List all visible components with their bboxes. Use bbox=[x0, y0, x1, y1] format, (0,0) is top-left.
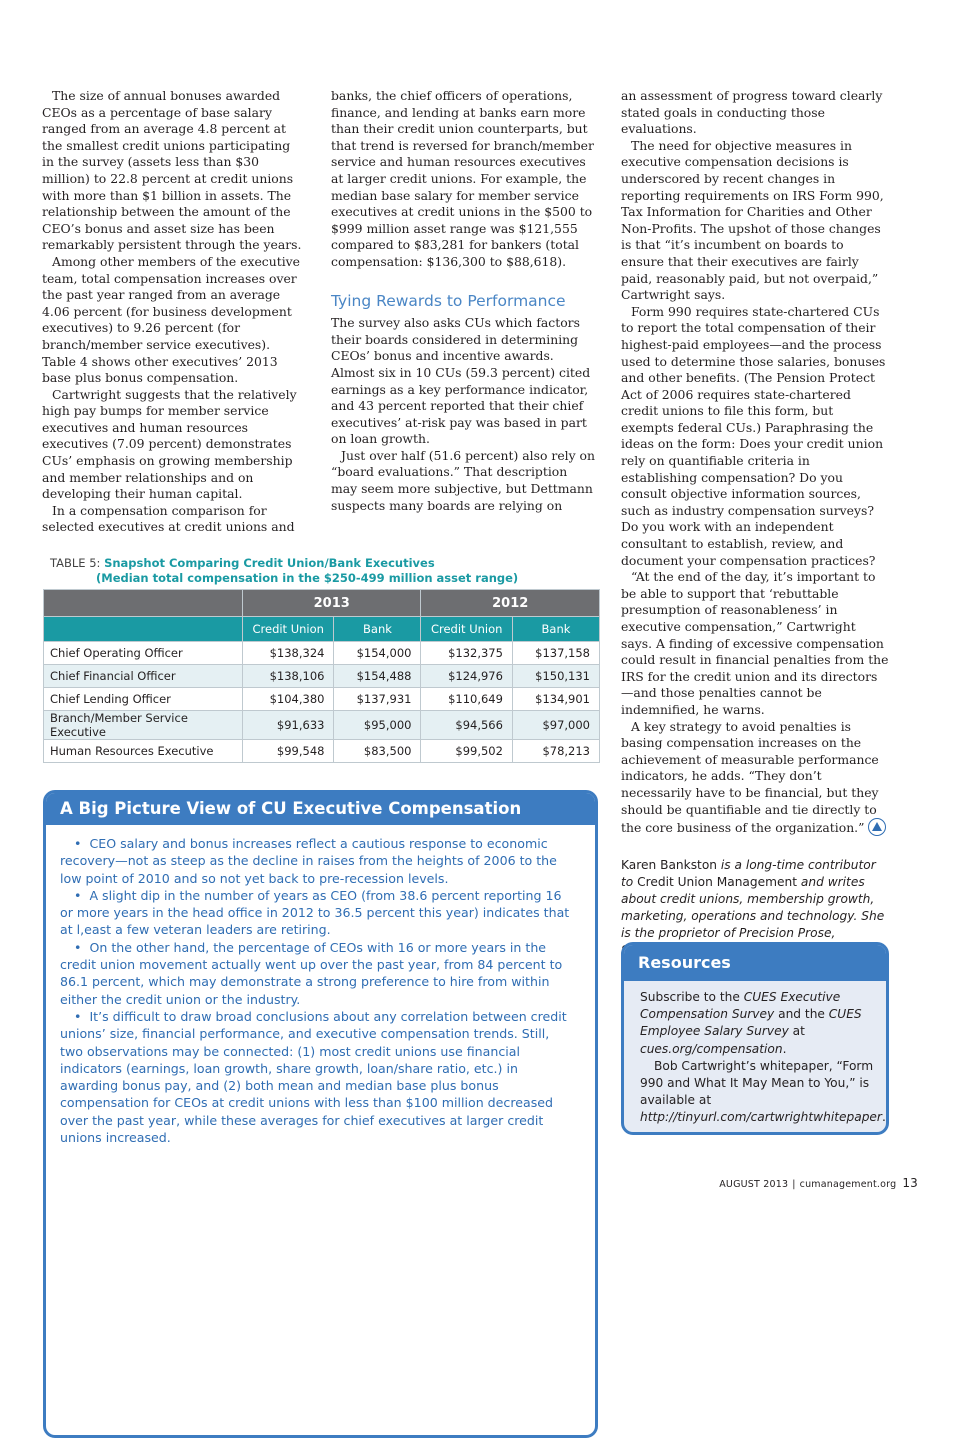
bullet-item: • CEO salary and bonus increases reflect a cautious response to economic recovery—not as steep as the decline in raises from the heights of 2006 to the low point of 2010 and so not yet back to pre-recession levels. bbox=[60, 835, 575, 887]
table-row bbox=[44, 711, 600, 740]
table-cell: $99,502 bbox=[421, 740, 512, 763]
table-subheader bbox=[44, 617, 600, 642]
bullet-item: • It’s difficult to draw broad conclusions about any correlation between credit unions’ size, financial performance, and executive compensation trends. Still, two observations may be connected: (1) most credit unions use financial indicators (earnings, loan growth, share growth, loan/share ratio, etc.) in awarding bonus pay, and (2) both mean and median base plus bonus compensation for CEOs at credit unions with less than $100 million decreased over the past year, while these averages for chief executives at larger credit unions increased. bbox=[60, 1008, 575, 1146]
bullet-item: • A slight dip in the number of years as CEO (from 38.6 percent reporting 16 or more years in the head office in 2012 to 36.5 percent this year) indicates that at l,east a few veteran leaders are retiring. bbox=[60, 887, 575, 939]
table-caption bbox=[50, 556, 518, 586]
resource-item bbox=[640, 1058, 886, 1127]
column-header: Credit Union bbox=[421, 617, 512, 642]
cu-logo-icon bbox=[868, 818, 886, 836]
text: . bbox=[782, 1041, 787, 1056]
compensation-table bbox=[43, 589, 600, 763]
paragraph: Just over half (51.6 percent) also rely on “board evaluations.” That description may seem more subjective, but Dettmann suspects many boards are relying on bbox=[331, 447, 595, 513]
section-subhead: Tying Rewards to Performance bbox=[331, 291, 566, 310]
paragraph: Form 990 requires state-chartered CUs to report the total compensation of their highest-paid employees—and the process used to determine those salaries, bonuses and other benefits. (The Pension Protect Act of 2006 requires state-chartered credit unions to file this form, but exempts federal CUs.) Paraphrasing the ideas on the form: Does your credit union rely on quantifiable criteria in establishing compensation? Do you consult objective information sources, such as industry compensation surveys? Do you work with an independent consultant to establish, review, and document your compensation practices? bbox=[621, 303, 886, 568]
bio-text: is a long-time contributor to bbox=[621, 857, 876, 889]
table-cell: $124,976 bbox=[421, 665, 512, 688]
row-label: Human Resources Executive bbox=[44, 740, 243, 763]
resource-link[interactable]: cues.org/compensation bbox=[640, 1041, 783, 1056]
article-column-1 bbox=[42, 88, 304, 536]
header-blank bbox=[44, 590, 243, 617]
table-cell: $154,488 bbox=[334, 665, 421, 688]
paragraph-text: A key strategy to avoid penalties is basing compensation increases on the achievement of measurable performance indicators, he adds. “They don’t necessarily have to be financial, but they should be quantifiable and tie directly to the core business of the organization.” bbox=[621, 718, 879, 836]
table-row bbox=[44, 642, 600, 665]
table-subtitle: (Median total compensation in the $250-499 million asset range) bbox=[96, 571, 519, 585]
table-cell: $138,324 bbox=[243, 642, 334, 665]
paragraph: Among other members of the executive team, total compensation increases over the past year ranged from an average 4.06 percent (for business development executives) to 9.26 percent (for branch/member service executives). Table 4 shows other executives’ 2013 base plus bonus compensation. bbox=[42, 253, 301, 386]
table-cell: $94,566 bbox=[421, 711, 512, 740]
paragraph: “At the end of the day, it’s important to be able to support that ‘rebuttable presumption of reasonableness’ in executive compensation,” Cartwright says. A finding of excessive compensation could result in financial penalties from the IRS for the credit union and its directors—and those penalties cannot be indemnified, he warns. bbox=[621, 569, 889, 717]
paragraph: The size of annual bonuses awarded CEOs as a percentage of base salary ranged from an average 4.8 percent at the smallest credit unions participating in the survey (assets less than $30 million) to 22.8 percent at credit unions with more than $1 billion in assets. The relationship between the amount of the CEO’s bonus and asset size has been remarkably persistent through the years. bbox=[42, 88, 302, 253]
row-label: Chief Lending Officer bbox=[44, 688, 243, 711]
big-picture-sidebar bbox=[43, 790, 598, 1438]
table-row bbox=[44, 688, 600, 711]
table-cell: $83,500 bbox=[334, 740, 421, 763]
column-header: Bank bbox=[334, 617, 421, 642]
text: at bbox=[788, 1024, 805, 1039]
sidebar-title: A Big Picture View of CU Executive Compensation bbox=[46, 793, 595, 825]
table-title: Snapshot Comparing Credit Union/Bank Executives bbox=[104, 556, 435, 570]
paragraph: Cartwright suggests that the relatively high pay bumps for member service executives and human resources executives (7.09 percent) demonstrates CUs’ emphasis on growing membership and member relationships and on developing their human capital. bbox=[42, 386, 297, 502]
article-column-3 bbox=[621, 88, 889, 959]
table-row bbox=[44, 665, 600, 688]
issue-date: AUGUST 2013 bbox=[719, 1179, 789, 1190]
paragraph: In a compensation comparison for selected executives at credit unions and bbox=[42, 502, 295, 535]
resources-box bbox=[621, 942, 889, 1135]
header-blank bbox=[44, 617, 243, 642]
text: and the bbox=[774, 1007, 829, 1022]
resource-link[interactable]: http://tinyurl.com/cartwrightwhitepaper bbox=[640, 1110, 882, 1125]
row-label: Branch/Member Service Executive bbox=[44, 711, 243, 740]
site-name: cumanagement.org bbox=[799, 1179, 897, 1190]
bio-text: and writes about credit unions, membership growth, marketing, operations and technology. She is the proprietor of Precision Prose, bbox=[621, 874, 885, 940]
table-cell: $95,000 bbox=[334, 711, 421, 740]
table-cell: $99,548 bbox=[243, 740, 334, 763]
table-row bbox=[44, 740, 600, 763]
table-cell: $104,380 bbox=[243, 688, 334, 711]
table-cell: $154,000 bbox=[334, 642, 421, 665]
row-label: Chief Financial Officer bbox=[44, 665, 243, 688]
table-cell: $97,000 bbox=[512, 711, 599, 740]
year-header: 2012 bbox=[421, 590, 600, 617]
table-cell: $134,901 bbox=[512, 688, 599, 711]
year-header: 2013 bbox=[243, 590, 421, 617]
resources-title: Resources bbox=[624, 945, 886, 981]
divider: | bbox=[792, 1179, 796, 1190]
author-name: Karen Bankston bbox=[621, 857, 718, 872]
table-cell: $110,649 bbox=[421, 688, 512, 711]
text: . bbox=[881, 1110, 886, 1125]
paragraph bbox=[621, 719, 889, 837]
paragraph: banks, the chief officers of operations, finance, and lending at banks earn more than their credit union counterparts, but that trend is reversed for branch/member service and human resources executives at larger credit unions. For example, the median base salary for member service executives at credit unions in the $500 to $999 million asset range was $121,555 compared to $83,281 for bankers (total compensation: $136,300 to $88,618). bbox=[331, 88, 594, 269]
table-year-header bbox=[44, 590, 600, 617]
table-cell: $132,375 bbox=[421, 642, 512, 665]
column-header: Bank bbox=[512, 617, 599, 642]
column-header: Credit Union bbox=[243, 617, 334, 642]
text: Subscribe to the bbox=[640, 990, 744, 1004]
table-cell: $91,633 bbox=[243, 711, 334, 740]
article-column-2 bbox=[331, 88, 595, 514]
table-cell: $137,158 bbox=[512, 642, 599, 665]
table-cell: $137,931 bbox=[334, 688, 421, 711]
paragraph: The survey also asks CUs which factors their boards considered in determining CEOs’ bonus and incentive awards. Almost six in 10 CUs (59.3 percent) cited earnings as a key performance indicator, and 43 percent reported that their chief executives’ at-risk pay was based in part on loan growth. bbox=[331, 315, 591, 447]
page-number: 13 bbox=[902, 1176, 918, 1190]
publication-title: CUES Executive Compensation Survey bbox=[640, 990, 841, 1022]
table-cell: $138,106 bbox=[243, 665, 334, 688]
text: Bob Cartwright’s whitepaper, “Form 990 and What It May Mean to You,” is available at bbox=[640, 1058, 874, 1108]
resources-body bbox=[624, 981, 886, 1127]
bullet-item: • On the other hand, the percentage of CEOs with 16 or more years in the credit union movement actually went up over the past year, from 84 percent to 86.1 percent, which may demonstrate a strong preference to hire from within either the credit union or the industry. bbox=[60, 939, 575, 1008]
row-label: Chief Operating Officer bbox=[44, 642, 243, 665]
paragraph: The need for objective measures in executive compensation decisions is underscored by recent changes in reporting requirements on IRS Form 990, Tax Information for Charities and Other Non-Profits. The upshot of those changes is that “it’s incumbent on boards to ensure that their executives are fairly paid, reasonably paid, but not overpaid,” Cartwright says. bbox=[621, 137, 884, 303]
publication-name: Credit Union Management bbox=[637, 874, 798, 889]
sidebar-body bbox=[46, 825, 595, 1146]
page-footer bbox=[719, 1176, 918, 1190]
publication-title: CUES Employee Salary Survey bbox=[640, 1007, 862, 1039]
table-cell: $150,131 bbox=[512, 665, 599, 688]
resource-item bbox=[640, 989, 874, 1058]
table-cell: $78,213 bbox=[512, 740, 599, 763]
paragraph: an assessment of progress toward clearly stated goals in conducting those evaluations. bbox=[621, 88, 883, 137]
table-label: TABLE 5: bbox=[50, 556, 101, 570]
